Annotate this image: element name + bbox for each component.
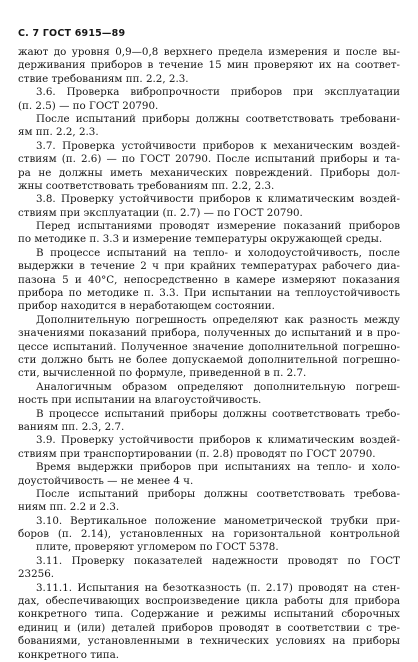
- text-line: 3.10. Вертикальное положение манометрической трубки при-: [36, 514, 400, 527]
- text-line: дах, обеспечивающих воспроизведение цикла работы для прибора: [18, 595, 400, 608]
- text-line: ра не должны иметь механических повреждений. Приборы дол-: [18, 166, 400, 179]
- text-line: выдержки в течение 2 ч при крайних температурах рабочего диа-: [18, 260, 400, 273]
- text-line: ность при испытании на влагоустойчивость.: [18, 394, 262, 407]
- text-line: пазона 5 и 40°С, непосредственно в камере измеряют показания: [18, 273, 400, 286]
- page-header: С. 7 ГОСТ 6915—89: [18, 28, 126, 39]
- text-line: конкретного типа.: [18, 648, 120, 661]
- text-line: бованиями, установленными в технических условиях на приборы: [18, 635, 400, 648]
- text-line: ствиям при транспортировании (п. 2.8) проводят по ГОСТ 20790.: [18, 447, 376, 460]
- text-line: единиц и (или) деталей приборов проводят в соответствии с тре-: [18, 621, 400, 634]
- text-line: значениями показаний прибора, полученных до испытаний и в про-: [18, 327, 400, 340]
- text-line: прибора по методике п. 3.3. При испытании на теплоустойчивость: [18, 287, 400, 300]
- text-line: 3.7. Проверка устойчивости приборов к механическим воздей-: [36, 139, 400, 152]
- text-line: ствиям (п. 2.6) — по ГОСТ 20790. После испытаний приборы и та-: [18, 153, 400, 166]
- text-line: 3.6. Проверка вибропрочности приборов при эксплуатации: [36, 86, 400, 99]
- text-line: жны соответствовать требованиям пп. 2.2, 2.3.: [18, 179, 275, 192]
- text-line: 3.9. Проверку устойчивости приборов к климатическим воздей-: [36, 434, 400, 447]
- text-line: 3.11.1. Испытания на безотказность (п. 2.17) проводят на стен-: [36, 581, 400, 594]
- text-line: прибор находится в неработающем состоянии.: [18, 300, 275, 313]
- text-line: ям пп. 2.2, 2.3.: [18, 126, 99, 139]
- text-line: Аналогичным образом определяют дополнительную погреш-: [36, 380, 400, 393]
- text-line: ствие требованиям пп. 2.2, 2.3.: [18, 72, 189, 85]
- text-line: ваниям пп. 2.3, 2.7.: [18, 420, 125, 433]
- text-line: После испытаний приборы должны соответствовать требова-: [36, 487, 400, 500]
- text-line: боров (п. 2.14), установленных на горизонтальной контрольной: [18, 528, 400, 541]
- text-line: цессе испытаний. Полученное значение дополнительной погрешно-: [18, 340, 400, 353]
- text-line: жают до уровня 0,9—0,8 верхнего предела измерения и после вы-: [18, 46, 400, 58]
- text-line: Перед испытаниями проводят измерение показаний приборов: [36, 220, 400, 233]
- text-line: сти должно быть не более допускаемой дополнительной погрешно-: [18, 353, 400, 366]
- text-line: сти, вычисленной по формуле, приведенной в п. 2.7.: [18, 367, 307, 380]
- text-line: ствиям при эксплуатации (п. 2.7) — по ГОСТ 20790.: [18, 206, 303, 219]
- text-line: держивания приборов в течение 15 мин проверяют их на соответ-: [18, 59, 400, 72]
- text-line: 3.11. Проверку показателей надежности проводят по ГОСТ: [36, 554, 400, 567]
- text-line: плите, проверяют угломером по ГОСТ 5378.: [36, 541, 279, 554]
- text-line: конкретного типа. Содержание и режимы испытаний сборочных: [18, 608, 400, 621]
- text-line: После испытаний приборы должны соответствовать требовани-: [36, 112, 400, 125]
- text-line: (п. 2.5) — по ГОСТ 20790.: [18, 99, 159, 112]
- text-line: доустойчивость — не менее 4 ч.: [18, 474, 194, 487]
- text-line: Время выдержки приборов при испытаниях на тепло- и холо-: [36, 461, 400, 474]
- text-line: ниям пп. 2.2 и 2.3.: [18, 501, 120, 514]
- text-line: по методике п. 3.3 и измерение температуры окружающей среды.: [18, 233, 383, 246]
- body-text: [18, 46, 400, 662]
- text-line: 3.8. Проверку устойчивости приборов к климатическим воздей-: [36, 193, 400, 206]
- text-line: Дополнительную погрешность определяют как разность между: [36, 313, 400, 326]
- text-line: В процессе испытаний приборы должны соответствовать требо-: [36, 407, 400, 420]
- text-line: 23256.: [18, 568, 55, 581]
- text-line: В процессе испытаний на тепло- и холодоустойчивость, после: [36, 246, 400, 259]
